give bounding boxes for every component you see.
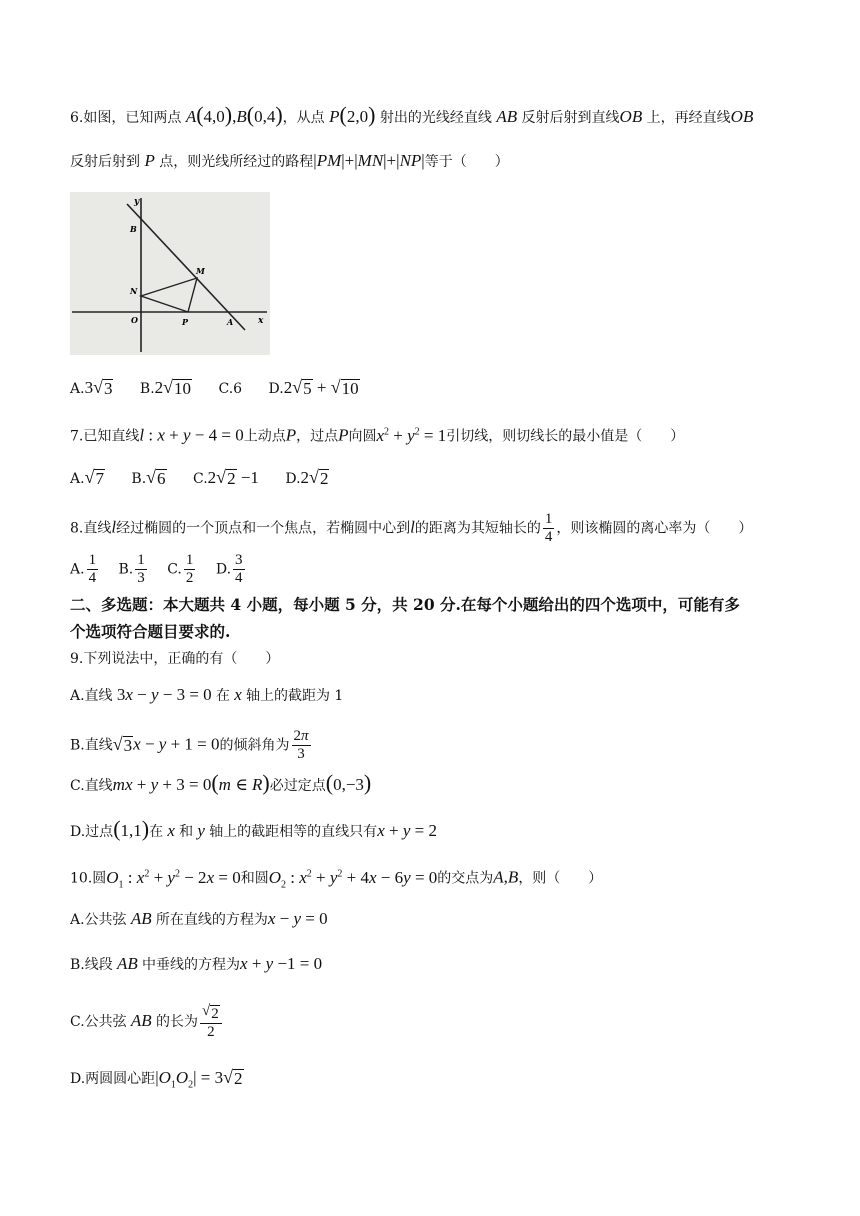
q8-stem: [70, 511, 752, 546]
q8-option-a: A. $\frac{1}{4}$: [70, 552, 97, 586]
option-label: C.6: [218, 381, 243, 397]
q7-option-c: C.2 √ 2 −1: [193, 467, 259, 488]
option-label: B.: [118, 561, 134, 578]
q8-text: 经过椭圆的一个顶点和一个焦点，若椭圆中心到: [116, 520, 411, 537]
label-m: M: [196, 266, 205, 276]
q7-text: 上动点: [243, 428, 286, 445]
q9-stem: 9.下列说法中，正确的有（ ）: [70, 651, 280, 667]
q7-option-b: B. √ 6: [131, 467, 166, 488]
q7-circle-math: $x^2 + y^2 = 1$: [376, 425, 447, 445]
q7-text: 向圆: [348, 428, 377, 445]
q6-text: 反射后射到: [70, 154, 140, 170]
q8-l-math: l: [410, 517, 415, 537]
q6-option-d: D.2 √ 5 + √ 10: [268, 377, 359, 398]
q6-path-math: |PM|+|MN|+|NP|: [313, 151, 425, 170]
q10-option-c: C.公共弦 AB 的长为 √ 2 2: [70, 1003, 224, 1041]
q9-option-c: C.直线mx + y + 3 = 0(m ∈ R)必过定点(0,−3): [70, 770, 372, 795]
option-label: A.: [70, 471, 85, 487]
q7-line-math: l : x + y − 4 = 0: [139, 425, 244, 445]
q10-number: 10.: [70, 870, 93, 887]
label-o: O: [131, 315, 138, 325]
option-label: A.: [70, 561, 85, 578]
q9-text: 轴上的截距相等的直线只有: [209, 824, 378, 840]
q10-text: D.两圆圆心距: [70, 1071, 156, 1087]
option-label: D.: [268, 381, 284, 397]
q7-p-math: P: [338, 425, 349, 445]
option-label: D.: [285, 471, 301, 487]
q9-text: 和: [179, 824, 194, 840]
q8-option-b: B. $\frac{1}{3}$: [118, 552, 145, 586]
light-path: [141, 278, 197, 312]
q6-option-b: B.2 √ 10: [139, 377, 192, 398]
label-a: A: [227, 317, 234, 327]
q6-figure: [70, 192, 270, 355]
q10-text: B.线段: [70, 957, 113, 973]
q8-option-c: C. $\frac{1}{2}$: [167, 552, 194, 586]
label-b: B: [130, 224, 137, 234]
q6-text: 射出的光线经直线: [379, 110, 492, 126]
q6-options: [70, 377, 382, 400]
q7-p-math: P: [285, 425, 297, 445]
label-n: N: [130, 286, 138, 296]
q7-option-a: A. √ 7: [70, 467, 104, 488]
q9-text: 轴上的截距为 1: [245, 688, 344, 704]
q9-text: C.直线: [70, 778, 113, 794]
q7-options: [70, 467, 351, 490]
q10-option-b: B.线段 AB 中垂线的方程为x + y −1 = 0: [70, 954, 323, 973]
q8-option-d: D. $\frac{3}{4}$: [215, 552, 243, 586]
q9-text: A.直线: [70, 688, 113, 704]
q6-stem-line2: [70, 150, 509, 173]
q6-figure-graph: [70, 192, 270, 355]
option-label: B.: [131, 471, 147, 487]
q10-text: A.公共弦: [70, 912, 127, 928]
label-x: x: [258, 316, 264, 326]
q6-ab-math: AB: [496, 107, 518, 126]
q6-ob-math: OB: [619, 107, 643, 126]
option-label: B.: [139, 381, 155, 397]
q7-option-d: D.2 √ 2: [285, 467, 329, 488]
q10-text: ，则（ ）: [518, 870, 603, 887]
q8-text: 的距离为其短轴长的: [414, 520, 541, 537]
q7-text: 已知直线: [83, 428, 140, 445]
q6-option-c: [219, 378, 243, 400]
label-y: y: [134, 197, 140, 207]
q7-number: 7.: [70, 428, 84, 445]
q7-stem: [70, 421, 684, 448]
q8-l-math: l: [111, 517, 117, 537]
q9-option-d: D.过点(1,1)在 x 和 y 轴上的截距相等的直线只有x + y = 2: [70, 816, 437, 841]
label-p: P: [182, 317, 189, 327]
q6-number: 6.: [70, 110, 84, 126]
section-heading-line1: 二、多选题：本大题共 4 小题，每小题 5 分，共 20 分.在每个小题给出的四个选项中，可能有多: [70, 595, 740, 614]
q6-point-p-math: P(2,0): [329, 102, 376, 127]
q9-option-b: B.直线 √ 3 x − y + 1 = 0的倾斜角为 $\frac{2\pi}{3}$: [70, 728, 309, 762]
q8-number: 8.: [70, 520, 84, 537]
q8-text: 直线: [83, 520, 112, 537]
q10-option-d: D.两圆圆心距$|O_1O_2| = 3$ √ 2: [70, 1067, 243, 1091]
q10-text: 圆: [92, 870, 107, 887]
q10-text: 的交点为: [437, 870, 494, 887]
option-label: D.: [215, 561, 232, 578]
q9-text: 在: [215, 688, 230, 704]
q10-text: 中垂线的方程为: [142, 957, 241, 973]
q6-text: 点，则光线所经过的路程: [159, 154, 314, 170]
q9-text: D.过点: [70, 824, 114, 840]
q10-stem: 10.圆$O_1$ : $x^2 + y^2 - 2x = 0$和圆$O_2$ : $x^2 + y^2 + 4x - 6y = 0$的交点为A,B，则（ ）: [70, 867, 603, 891]
q7-text: 引切线，则切线长的最小值是（ ）: [446, 428, 685, 445]
q10-text: 所在直线的方程为: [155, 912, 268, 928]
q6-text: ，从点: [282, 110, 325, 126]
q6-text: 如图，已知两点: [83, 110, 182, 126]
option-label: A.: [70, 381, 85, 397]
q8-fraction-quarter: $\frac{1}{4}$: [544, 511, 553, 545]
q8-options: [70, 552, 261, 587]
q6-option-a: A.3 √ 3: [70, 377, 113, 398]
q9-text: B.直线: [70, 737, 113, 754]
q6-ob-math: OB: [730, 107, 754, 126]
q10-option-a: A.公共弦 AB 所在直线的方程为x − y = 0: [70, 909, 328, 928]
q10-text: 和圆: [240, 870, 269, 887]
q6-text: 反射后射到直线: [521, 110, 620, 126]
q6-stem-line1: [70, 104, 753, 129]
q10-text: 的长为: [155, 1014, 198, 1030]
q6-text: 上，再经直线: [646, 110, 731, 126]
q6-points-math: A(4,0),B(0,4): [185, 102, 283, 127]
q6-text: 等于（ ）: [424, 154, 509, 170]
q8-text: ，则该椭圆的离心率为（ ）: [556, 520, 753, 537]
q9-option-a: A.直线 3x − y − 3 = 0 在 x 轴上的截距为 1: [70, 685, 344, 704]
q9-text: 的倾斜角为: [219, 737, 290, 754]
option-label: C.: [193, 471, 208, 487]
q10-text: C.公共弦: [70, 1014, 127, 1030]
q9-text: 在: [149, 824, 164, 840]
q6-p-math: P: [144, 151, 155, 170]
option-label: C.: [167, 561, 182, 578]
section-heading-line2: 个选项符合题目要求的.: [70, 622, 231, 641]
q9-text: 必过定点: [269, 778, 326, 794]
q7-text: ，过点: [296, 428, 339, 445]
